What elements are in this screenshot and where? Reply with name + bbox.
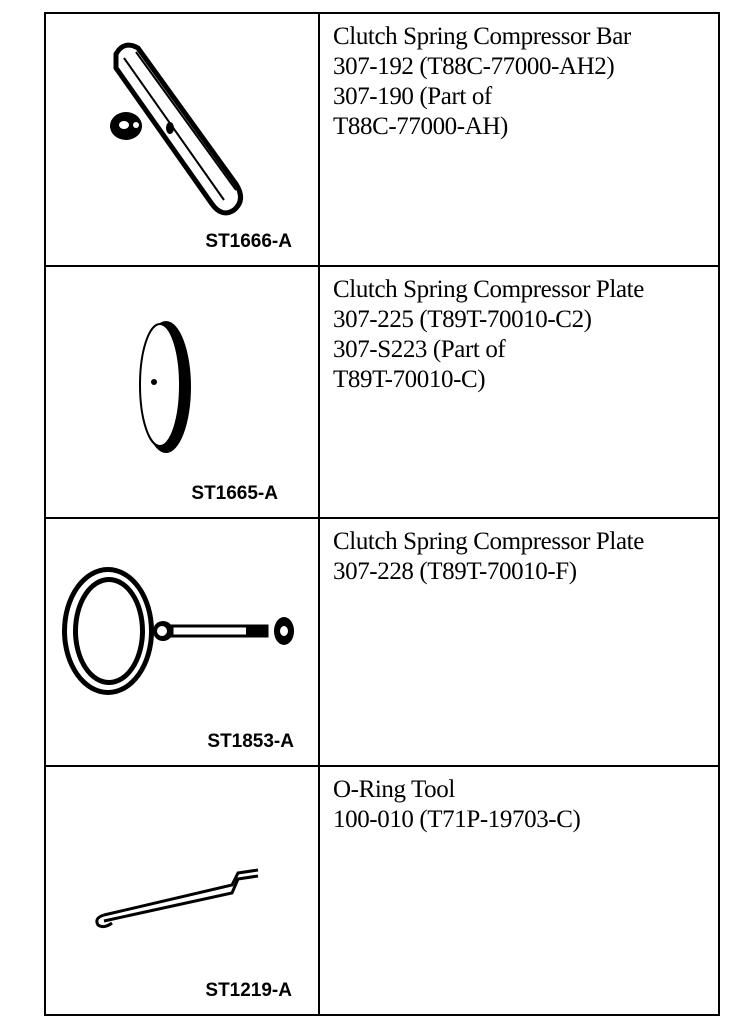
- tool-row: [46, 519, 718, 767]
- tool-name: Clutch Spring Compressor Bar: [333, 23, 631, 50]
- tool-part-number: 307-190 (Part of: [333, 83, 492, 110]
- tool-description: [320, 767, 718, 1014]
- tool-name: Clutch Spring Compressor Plate: [333, 528, 644, 555]
- tool-part-number: 307-192 (T88C-77000-AH2): [333, 53, 615, 80]
- tool-table: [44, 12, 720, 1016]
- tool-row: [46, 14, 718, 267]
- tool-illustration-cell: [46, 767, 320, 1014]
- tool-part-number: 307-S223 (Part of: [333, 336, 506, 363]
- compressor-bar-icon: [46, 14, 318, 265]
- tool-name: Clutch Spring Compressor Plate: [333, 276, 644, 303]
- tool-code: ST1666-A: [205, 231, 292, 252]
- tool-part-number: 100-010 (T71P-19703-C): [333, 806, 581, 833]
- tool-illustration-cell: [46, 14, 320, 265]
- tool-part-number: 307-225 (T89T-70010-C2): [333, 306, 592, 333]
- o-ring-tool-icon: [46, 767, 318, 1014]
- tool-code: ST1853-A: [207, 731, 294, 752]
- tool-part-number: 307-228 (T89T-70010-F): [333, 558, 577, 585]
- tool-illustration-cell: [46, 519, 320, 765]
- tool-illustration-cell: [46, 267, 320, 517]
- compressor-plate-bolt-icon: [46, 519, 318, 765]
- tool-row: [46, 267, 718, 519]
- tool-name: O-Ring Tool: [333, 776, 455, 803]
- tool-code: ST1219-A: [205, 980, 292, 1001]
- tool-code: ST1665-A: [191, 483, 278, 504]
- tool-description: [320, 14, 718, 265]
- tool-description: [320, 267, 718, 517]
- tool-row: [46, 767, 718, 1014]
- tool-part-number: T88C-77000-AH): [333, 113, 508, 140]
- tool-part-number: T89T-70010-C): [333, 366, 486, 393]
- compressor-plate-icon: [46, 267, 318, 517]
- tool-description: [320, 519, 718, 765]
